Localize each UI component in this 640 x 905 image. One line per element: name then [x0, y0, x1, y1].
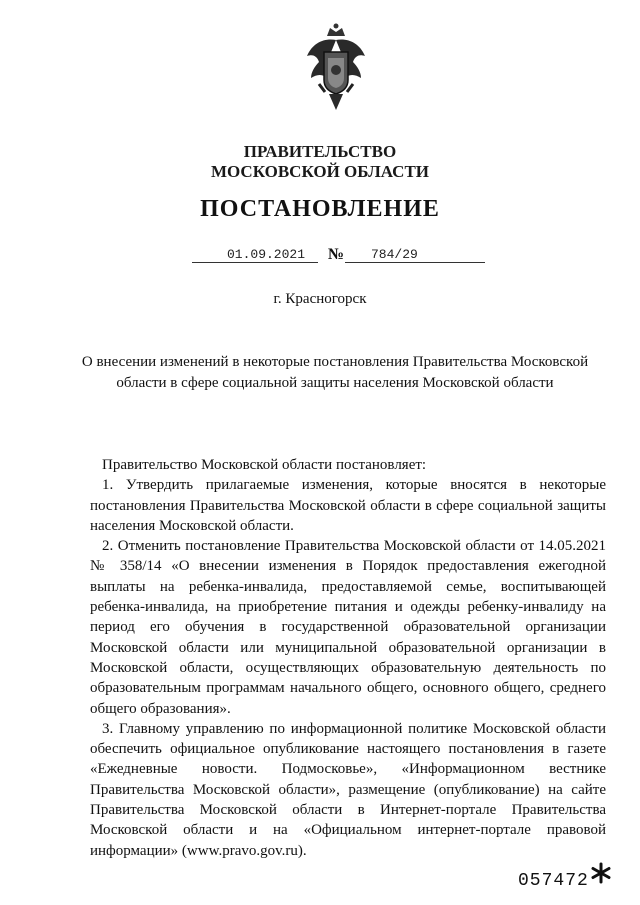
document-type-title: ПОСТАНОВЛЕНИЕ [200, 196, 440, 222]
coat-of-arms-icon [305, 22, 367, 112]
body-paragraph-3: 3. Главному управлению по информационной политике Московской области обеспечить официальное опубликование настоящего постановления в газете «Ежедневные новости. Подмосковье», «Информационном вестнике Правительства Московской области», размещение (опубликование) на сайте Правительства Московской области в Интернет-портале Правительства Московской области и на «Официальном интернет-портале правовой информации» (www.pravo.gov.ru). [90, 720, 606, 859]
asterisk-icon [590, 862, 612, 884]
city-name: г. Красногорск [273, 291, 367, 307]
government-title-line2: МОСКОВСКОЙ ОБЛАСТИ [210, 162, 430, 181]
number-sign: № [328, 246, 345, 263]
body-intro: Правительство Московской области постановляет: [102, 457, 427, 473]
document-number: 784/29 [345, 247, 485, 263]
body-paragraph-1: 1. Утвердить прилагаемые изменения, которые вносятся в некоторые постановления Правительства Московской области в сфере социальной защиты населения Московской области. [90, 477, 606, 534]
document-body [90, 455, 606, 861]
government-title-line1: ПРАВИТЕЛЬСТВО [243, 142, 397, 161]
document-date: 01.09.2021 [192, 247, 318, 263]
document-subject: О внесении изменений в некоторые постановления Правительства Московской области в сфере социальной защиты населения Московской области [81, 354, 589, 391]
body-paragraph-2: 2. Отменить постановление Правительства Московской области от 14.05.2021 № 358/14 «О внесении изменения в Порядок предоставления ежегодной выплаты на ребенка-инвалида, предоставляемой семье, воспитывающей ребенка-инвалида, на приобретение питания и одежды ребенку-инвалиду на период его обучения в государственной образовательной организации Московской области или муниципальной образовательной организации в Московской области, осуществляющих образовательную деятельность по образовательным программам начального общего, основного общего, среднего общего образования». [90, 538, 606, 717]
document-serial-code: 057472 [518, 871, 589, 891]
